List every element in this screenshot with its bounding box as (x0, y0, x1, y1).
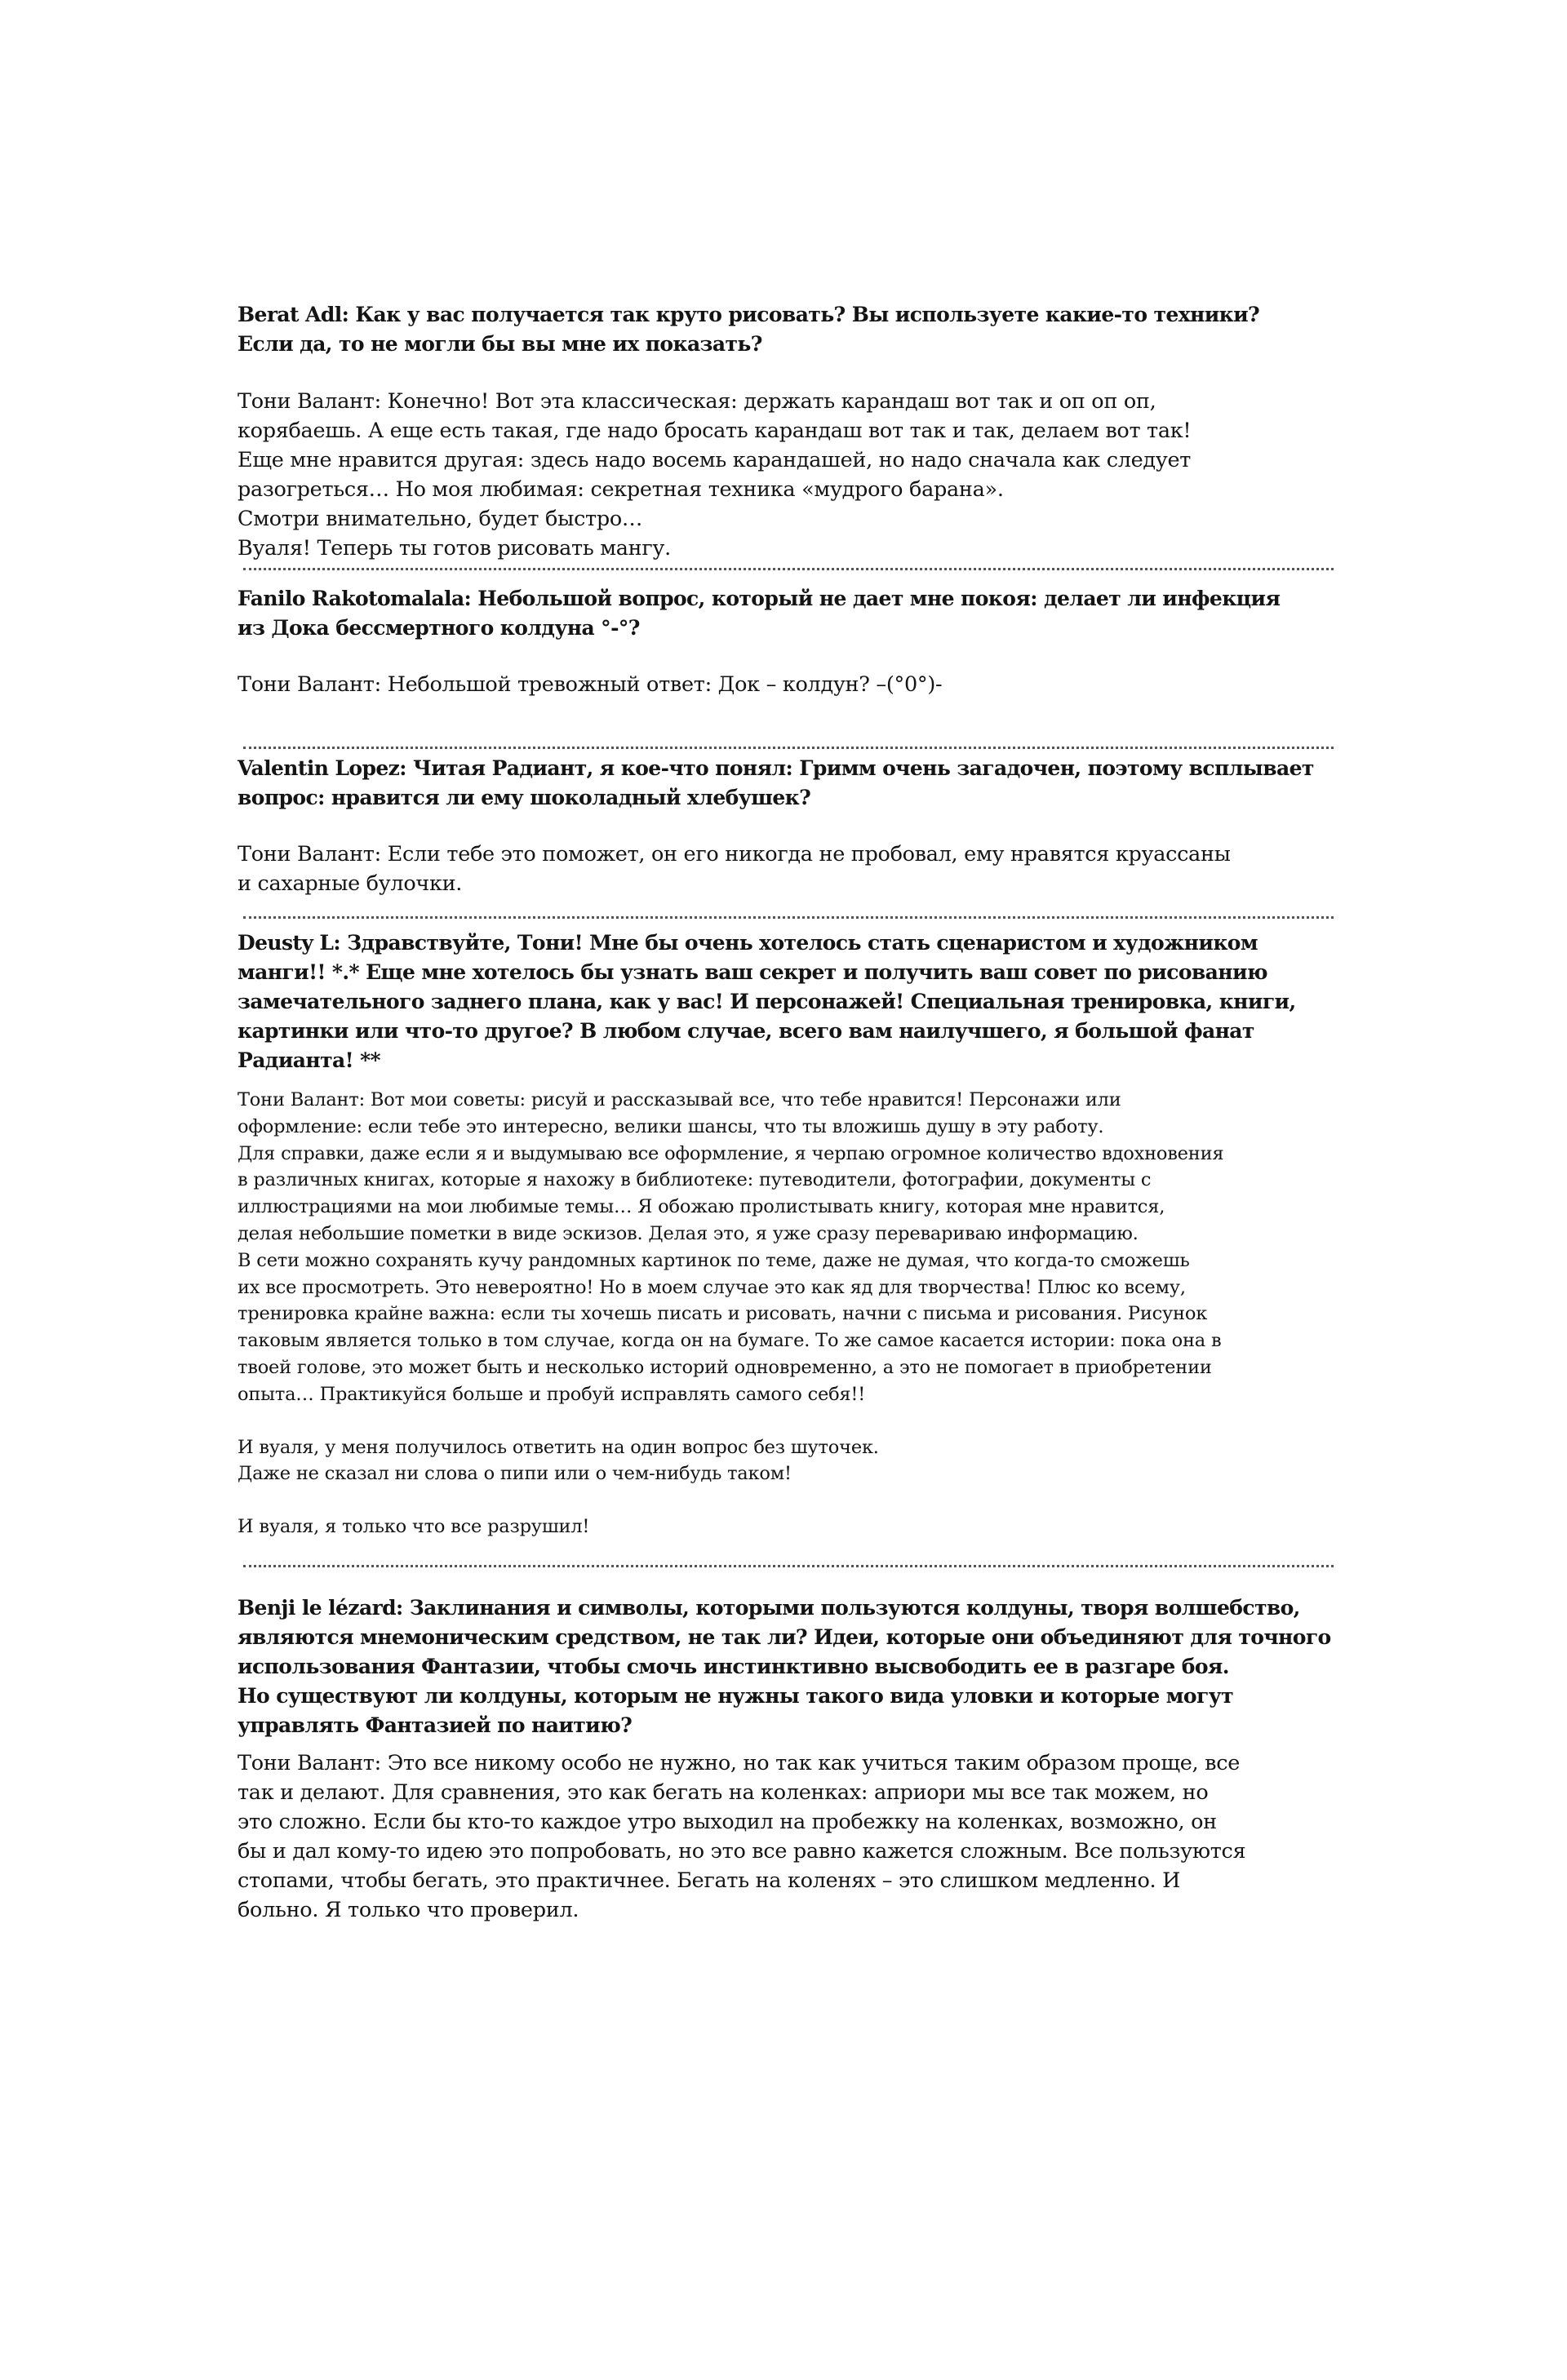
answer-text: Тони Валант: Если тебе это поможет, он его никогда не пробовал, ему нравятся круассаны и сахарные булочки. (237, 842, 1231, 896)
answer-text: Тони Валант: Небольшой тревожный ответ: Док – колдун? –(°0°)- (237, 672, 943, 697)
answer-text: Тони Валант: Это все никому особо не нужно, но так как учиться таким образом проще, все так и делают. Для сравнения, это как бегать на коленках: априори мы все так можем, но это сложно. Если бы кто-то каждое утро выходил на пробежку на коленках, возможно, он бы и дал кому-то идею это попробовать, но это все равно кажется сложным. Все пользуются стопами, чтобы бегать, это практичнее. Бегать на коленях – это слишком медленно. И больно. Я только что проверил. (237, 1750, 1246, 1922)
question-text: Benji le lézard: Заклинания и символы, которыми пользуются колдуны, творя волшебство, являются мнемоническим средством, не так ли? Идеи, которые они объединяют для точного использования Фантазии, чтобы смочь инстинктивно высвободить ее в разгаре боя. Но существуют ли колдуны, которым не нужны такого вида уловки и которые могут управлять Фантазией по наитию? (237, 1595, 1331, 1737)
paragraph-gap (237, 1487, 1347, 1514)
answer-text: И вуаля, у меня получилось ответить на один вопрос без шуточек. Даже не сказал ни слова о пипи или о чем-нибудь таком! (237, 1436, 879, 1485)
qa-entry (237, 584, 1347, 699)
question-text: Fanilo Rakotomalala: Небольшой вопрос, который не дает мне покоя: делает ли инфекция из Дока бессмертного колдуна °-°? (237, 587, 1281, 640)
dotted-divider (243, 916, 1334, 919)
answer-text: Тони Валант: Вот мои советы: рисуй и рассказывай все, что тебе нравится! Персонажи или оформление: если тебе это интересно, велики шансы, что ты вложишь душу в эту работу. Для справки, даже если я и выдумываю все оформление, я черпаю огромное количество вдохновения в различных книгах, которые я нахожу в библиотеке: путеводители, фотографии, документы с иллюстрациями на мои любимые темы… Я обожаю пролистывать книгу, которая мне нравится, делая небольшие пометки в виде эскизов. Делая это, я уже сразу перевариваю информацию. В сети можно сохранять кучу рандомных картинок по теме, даже не думая, что когда-то сможешь их все просмотреть. Это невероятно! Но в моем случае это как яд для творчества! Плюс ко всему, тренировка крайне важна: если ты хочешь писать и рисовать, начни с письма и рисования. Рисунок таковым является только в том случае, когда он на бумаге. То же самое касается истории: пока она в твоей голове, это может быть и несколько историй одновременно, а это не помогает в приобретении опыта… Практикуйся больше и пробуй исправлять самого себя!! (237, 1089, 1224, 1405)
answer-text: Тони Валант: Конечно! Вот эта классическая: держать карандаш вот так и оп оп оп, корябаешь. А еще есть такая, где надо бросать карандаш вот так и так, делаем вот так! Еще мне нравится другая: здесь надо восемь карандашей, но надо сначала как следует разогреться… Но моя любимая: секретная техника «мудрого барана». Смотри внимательно, будет быстро… Вуаля! Теперь ты готов рисовать мангу. (237, 389, 1192, 561)
answer-text: И вуаля, я только что все разрушил! (237, 1516, 590, 1538)
qa-document (237, 300, 1347, 1925)
qa-entry (237, 1593, 1347, 1925)
question-text: Berat Adl: Как у вас получается так круто рисовать? Вы используете какие-то техники? Если да, то не могли бы вы мне их показать? (237, 303, 1260, 356)
qa-entry (237, 754, 1347, 898)
qa-entry (237, 300, 1347, 563)
dotted-divider (243, 1565, 1334, 1567)
question-text: Valentin Lopez: Читая Радиант, я кое-что понял: Гримм очень загадочен, поэтому всплывает вопрос: нравится ли ему шоколадный хлебушек? (237, 756, 1314, 809)
question-text: Deusty L: Здравствуйте, Тони! Мне бы очень хотелось стать сценаристом и художником манги!! *.* Еще мне хотелось бы узнать ваш секрет и получить ваш совет по рисованию замечательного заднего плана, как у вас! И персонажей! Специальная тренировка, книги, картинки или что-то другое? В любом случае, всего вам наилучшего, я большой фанат Радианта! ** (237, 931, 1296, 1072)
dotted-divider (243, 747, 1334, 749)
dotted-divider (243, 568, 1334, 570)
qa-entry (237, 929, 1347, 1540)
paragraph-gap (237, 1408, 1347, 1434)
